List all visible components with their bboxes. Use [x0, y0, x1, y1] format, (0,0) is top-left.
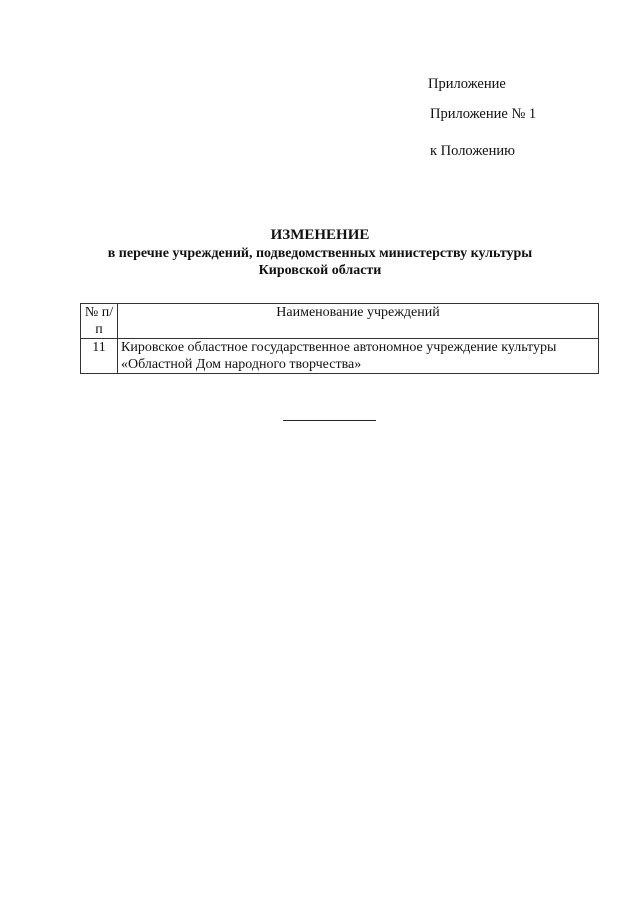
document-title: ИЗМЕНЕНИЕ: [270, 227, 370, 243]
row-name: Кировское областное государственное автономное учреждение культуры «Областной Дом народного творчества»: [118, 339, 599, 374]
document-subtitle-region: Кировской области: [258, 263, 382, 278]
table-row: [81, 339, 599, 374]
header-name: Наименование учреждений: [118, 304, 599, 339]
institutions-table: [80, 303, 599, 374]
document-subtitle: в перечне учреждений, подведомственных министерству культуры: [107, 246, 533, 261]
table-header-row: [81, 304, 599, 339]
row-number: 11: [81, 339, 118, 374]
appendix-label: Приложение: [428, 76, 506, 92]
separator-line: [283, 420, 376, 421]
header-number: № п/п: [81, 304, 118, 339]
appendix-reference: к Положению: [430, 143, 515, 159]
appendix-number: Приложение № 1: [430, 106, 537, 122]
